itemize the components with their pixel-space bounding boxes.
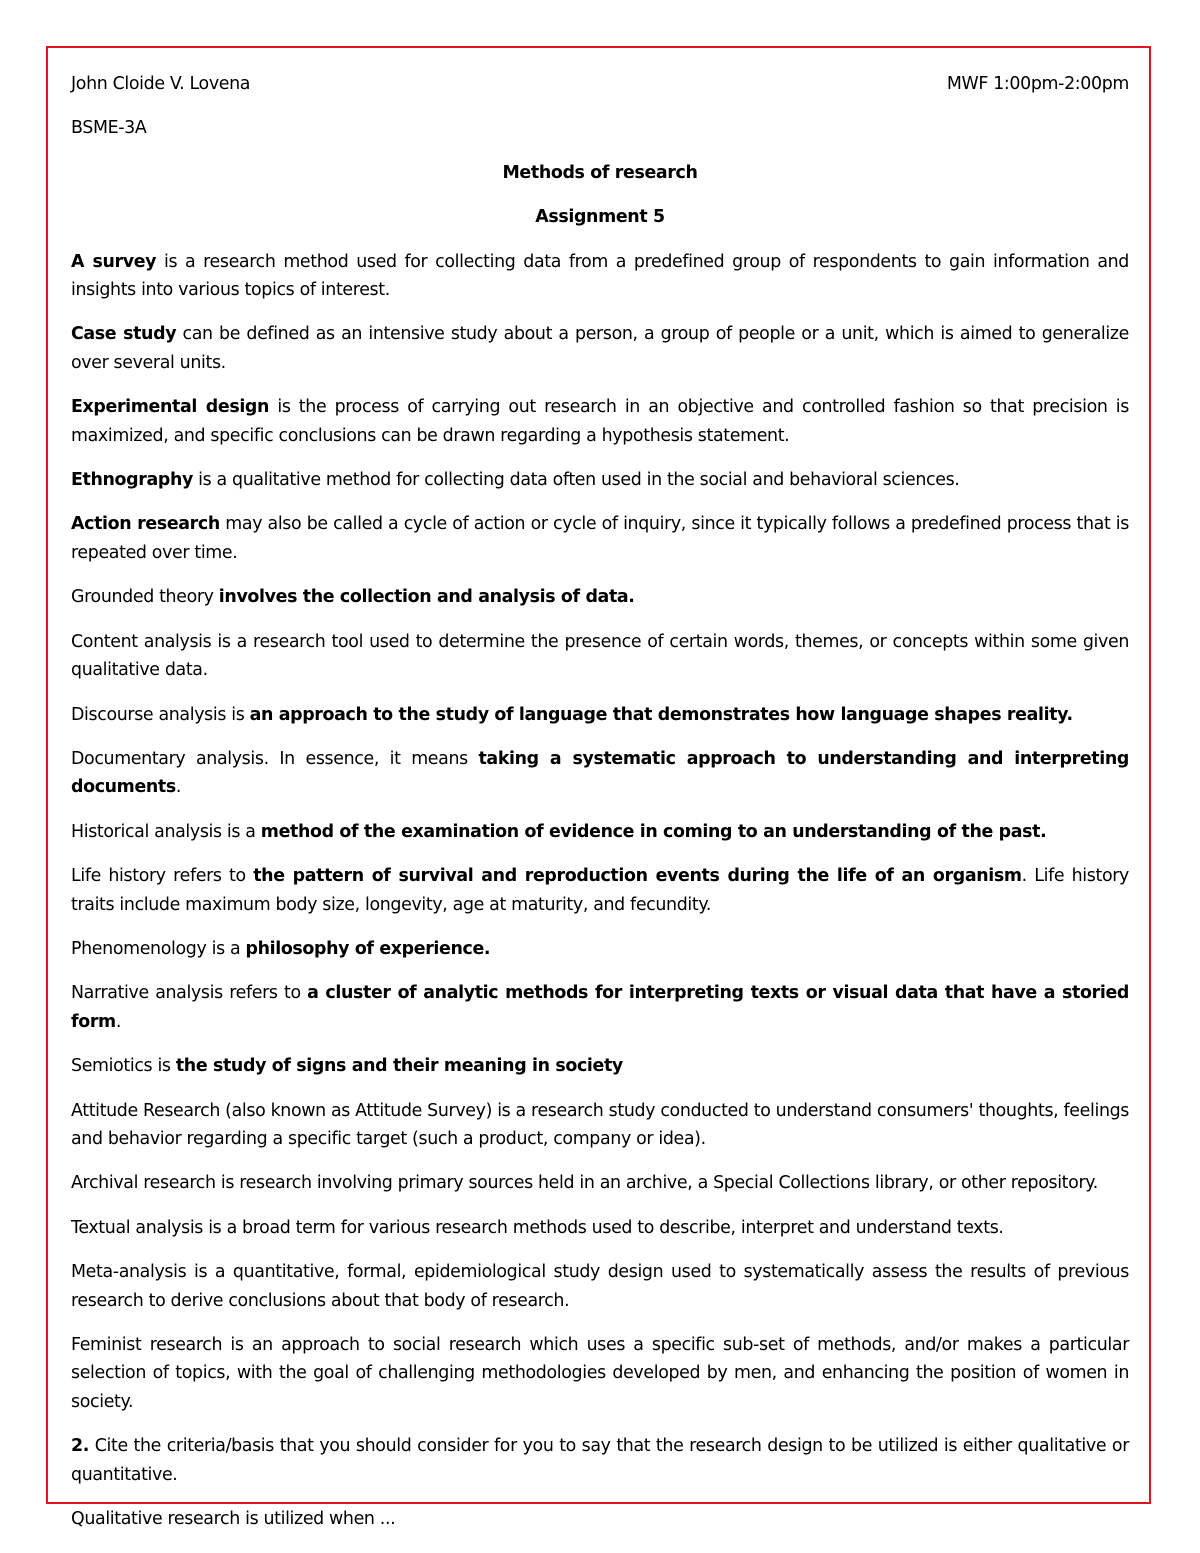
term: Historical analysis is a: [71, 821, 261, 842]
entry-phenomenology: [71, 935, 1129, 963]
entry-discourse-analysis: [71, 701, 1129, 729]
entry-action-research: [71, 510, 1129, 567]
entry-documentary-analysis: [71, 745, 1129, 802]
definition: Textual analysis is a broad term for various research methods used to describe, interpret and understand texts.: [71, 1217, 1004, 1238]
term: Phenomenology is a: [71, 938, 246, 959]
question-number: 2.: [71, 1436, 90, 1457]
entry-ethnography: [71, 466, 1129, 494]
entry-survey: [71, 248, 1129, 305]
document-title: Methods of research: [502, 162, 698, 183]
term: Case study: [71, 324, 177, 345]
term: Narrative analysis refers to: [71, 983, 308, 1004]
entry-life-history: [71, 862, 1129, 919]
entry-experimental-design: [71, 393, 1129, 450]
entry-historical-analysis: [71, 818, 1129, 846]
trailing-text: .: [175, 777, 182, 798]
term: A survey: [71, 251, 157, 272]
entry-content-analysis: [71, 628, 1129, 685]
definition: Archival research is research involving primary sources held in an archive, a Special Collections library, or other repository.: [71, 1173, 1098, 1194]
definition: method of the examination of evidence in coming to an understanding of the past.: [260, 821, 1047, 842]
definition: involves the collection and analysis of data.: [218, 587, 635, 608]
term: Life history refers to: [71, 866, 254, 887]
entry-meta-analysis: [71, 1258, 1129, 1315]
definition: philosophy of experience.: [245, 938, 491, 959]
definition: can be defined as an intensive study about a person, a group of people or a unit, which is aimed to generalize over several units.: [71, 324, 1129, 373]
definition: an approach to the study of language that demonstrates how language shapes reality.: [249, 704, 1073, 725]
definition: Attitude Research (also known as Attitude Survey) is a research study conducted to understand consumers' thoughts, feelings and behavior regarding a specific target (such a product, company or idea).: [71, 1100, 1130, 1149]
document-body: [71, 70, 1129, 1549]
entry-attitude-research: [71, 1097, 1129, 1154]
class-schedule: MWF 1:00pm-2:00pm: [946, 74, 1129, 94]
question-2: [71, 1432, 1129, 1489]
term: Discourse analysis is: [71, 704, 250, 725]
trailing-text: .: [115, 1011, 121, 1032]
definition: is the process of carrying out research in an objective and controlled fashion so that precision is maximized, and specific conclusions can be drawn regarding a hypothesis statement.: [71, 397, 1129, 446]
term: Semiotics is: [71, 1056, 176, 1077]
entry-feminist-research: [71, 1331, 1129, 1416]
entry-grounded-theory: [71, 583, 1129, 611]
definition: Meta-analysis is a quantitative, formal, epidemiological study design used to systematically assess the results of previous research to derive conclusions about that body of research.: [71, 1262, 1129, 1311]
student-name: John Cloide V. Lovena: [71, 74, 251, 94]
term: Experimental design: [71, 397, 270, 418]
entry-archival-research: [71, 1169, 1129, 1197]
student-section: BSME-3A: [71, 118, 147, 139]
definition: is a qualitative method for collecting data often used in the social and behavioral sciences.: [192, 470, 960, 491]
question-text: Cite the criteria/basis that you should consider for you to say that the research design to be utilized is either qualitative or quantitative.: [71, 1436, 1129, 1485]
term: Grounded theory: [71, 587, 219, 608]
term: Documentary analysis. In essence, it means: [71, 748, 479, 769]
definition: taking a systematic approach to understanding and interpreting documents: [71, 748, 1129, 798]
entry-narrative-analysis: [71, 979, 1129, 1036]
definition: is a research method used for collecting data from a predefined group of respondents to gain information and insights into various topics of interest.: [71, 251, 1129, 301]
trailing-text: . Life history traits include maximum body size, longevity, age at maturity, and fecundity.: [71, 866, 1130, 915]
section-line: [71, 114, 1129, 142]
entry-textual-analysis: [71, 1214, 1129, 1242]
entry-semiotics: [71, 1052, 1129, 1080]
definition: Feminist research is an approach to social research which uses a specific sub-set of methods, and/or makes a particular selection of topics, with the goal of challenging methodologies developed by men, and enhancing the position of women in society.: [71, 1335, 1129, 1412]
term: Action research: [71, 514, 220, 535]
definition: the pattern of survival and reproduction events during the life of an organism: [253, 866, 1022, 887]
closing-line: Qualitative research is utilized when ...: [71, 1509, 396, 1530]
definition: a cluster of analytic methods for interpreting texts or visual data that have a storied form: [71, 983, 1129, 1032]
definition: the study of signs and their meaning in society: [175, 1056, 623, 1077]
definition: may also be called a cycle of action or cycle of inquiry, since it typically follows a predefined process that is repeated over time.: [71, 514, 1129, 563]
header-line: [71, 70, 1129, 98]
assignment-title: Assignment 5: [535, 207, 665, 228]
definition: Content analysis is a research tool used to determine the presence of certain words, themes, or concepts within some given qualitative data.: [71, 631, 1129, 681]
term: Ethnography: [71, 470, 193, 491]
entry-case-study: [71, 320, 1129, 377]
